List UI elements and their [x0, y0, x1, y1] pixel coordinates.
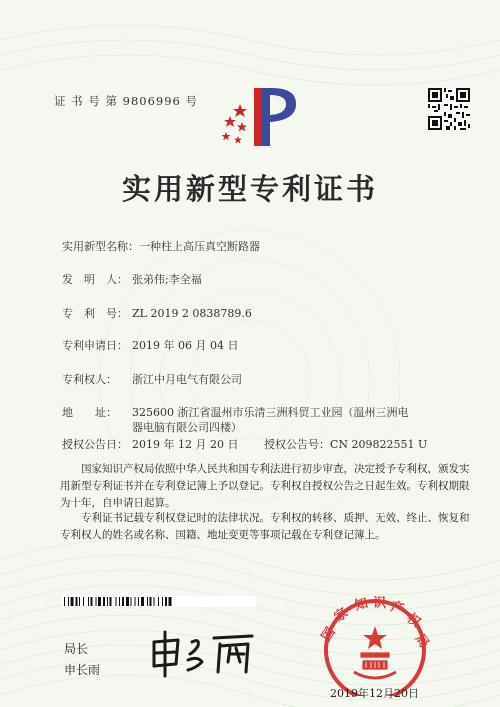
barcode-bar [71, 597, 74, 606]
patent-number-value: ZL 2019 2 0838789.6 [132, 307, 252, 320]
barcode-bar [83, 597, 84, 606]
barcode-bar [95, 597, 96, 606]
director-name: 申长雨 [64, 663, 101, 677]
utility-model-name-row [62, 238, 260, 254]
barcode-bar [134, 597, 135, 606]
announcement-date-label: 授权公告日： [62, 438, 128, 451]
barcode-bar [169, 597, 172, 606]
barcode-bar [103, 597, 105, 606]
filing-date-label: 专利申请日： [62, 339, 128, 352]
grant-statement-paragraph: 国家知识产权局依照中华人民共和国专利法进行初步审查，决定授予专利权，颁发实用新型专利证书并在专利登记簿上予以登记。专利权自授权公告之日起生效。专利权期限为十年，自申请日起算。 [60, 463, 470, 509]
address-row [62, 404, 409, 420]
official-seal [316, 596, 434, 696]
utility-model-name-label: 实用新型名称： [62, 240, 139, 253]
announcement-number-row [264, 436, 427, 452]
seal-char-2: 家 [331, 605, 351, 626]
seal-char-5: 产 [388, 599, 406, 618]
barcode-bar [79, 597, 80, 606]
barcode-bar [68, 597, 69, 606]
inventor-label: 发 明 人： [62, 273, 128, 286]
filing-date-value: 2019 年 06 月 04 日 [132, 339, 239, 352]
patentee-row [62, 371, 242, 387]
barcode-bar [98, 597, 101, 606]
barcode-bar [165, 597, 167, 606]
address-line-2: 器电脑有限公司四楼） [132, 421, 242, 434]
address-line-1: 325600 浙江省温州市乐清三洲科贸工业园（温州三洲电 [132, 406, 409, 419]
inventor-row [62, 271, 202, 287]
barcode-bar [122, 597, 124, 606]
announcement-number-value: CN 209822551 U [330, 438, 428, 451]
barcode-bar [126, 597, 129, 606]
barcode-bar [88, 597, 89, 606]
patentee-value: 浙江中月电气有限公司 [132, 373, 242, 386]
barcode-bar [115, 597, 116, 606]
qr-code-icon [428, 88, 470, 130]
inventor-value: 张弟伟;李全福 [132, 273, 202, 286]
announcement-date-row [62, 436, 238, 452]
certificate-number: 证 书 号 第 9806996 号 [54, 94, 198, 108]
director-title: 局长 [64, 642, 89, 656]
patent-number-row [62, 305, 252, 321]
barcode-bar [138, 597, 139, 606]
barcode-bar [107, 597, 108, 606]
seal-char-4: 识 [373, 596, 387, 611]
barcode-bar [131, 597, 132, 606]
director-signature [148, 628, 258, 678]
seal-char-7: 局 [411, 631, 432, 651]
address-label: 地 址： [62, 406, 117, 419]
barcode-bar [64, 597, 65, 606]
patentee-label: 专利权人： [62, 373, 117, 386]
barcode-bar [147, 597, 148, 606]
barcode-icon [62, 596, 256, 607]
barcode-bar [75, 597, 77, 606]
patent-number-label: 专 利 号： [62, 307, 128, 320]
seal-char-3: 知 [353, 596, 370, 614]
barcode-bar [150, 597, 152, 606]
barcode-bar [110, 597, 112, 606]
barcode-bar [153, 597, 154, 606]
barcode-bar [119, 597, 120, 606]
announcement-date-value: 2019 年 12 月 20 日 [132, 438, 239, 451]
patent-office-emblem-icon [218, 82, 300, 152]
seal-char-1: 国 [318, 625, 339, 645]
legal-status-paragraph: 专利证书记载专利权登记时的法律状况。专利权的转移、质押、无效、终止、恢复和专利权人的姓名或名称、国籍、地址变更等事项记载在专利登记簿上。 [60, 512, 470, 541]
announcement-number-label: 授权公告号： [264, 438, 330, 451]
utility-model-name-value: 一种柱上高压真空断路器 [139, 240, 260, 253]
certificate-title: 实用新型专利证书 [121, 172, 378, 206]
barcode-bar [141, 597, 144, 606]
seal-char-6: 权 [403, 610, 423, 631]
filing-date-row [62, 337, 238, 353]
barcode-bar [158, 597, 159, 606]
barcode-bar [91, 597, 93, 606]
seal-date: 2019年12月20日 [330, 687, 419, 700]
barcode-bar [162, 597, 163, 606]
